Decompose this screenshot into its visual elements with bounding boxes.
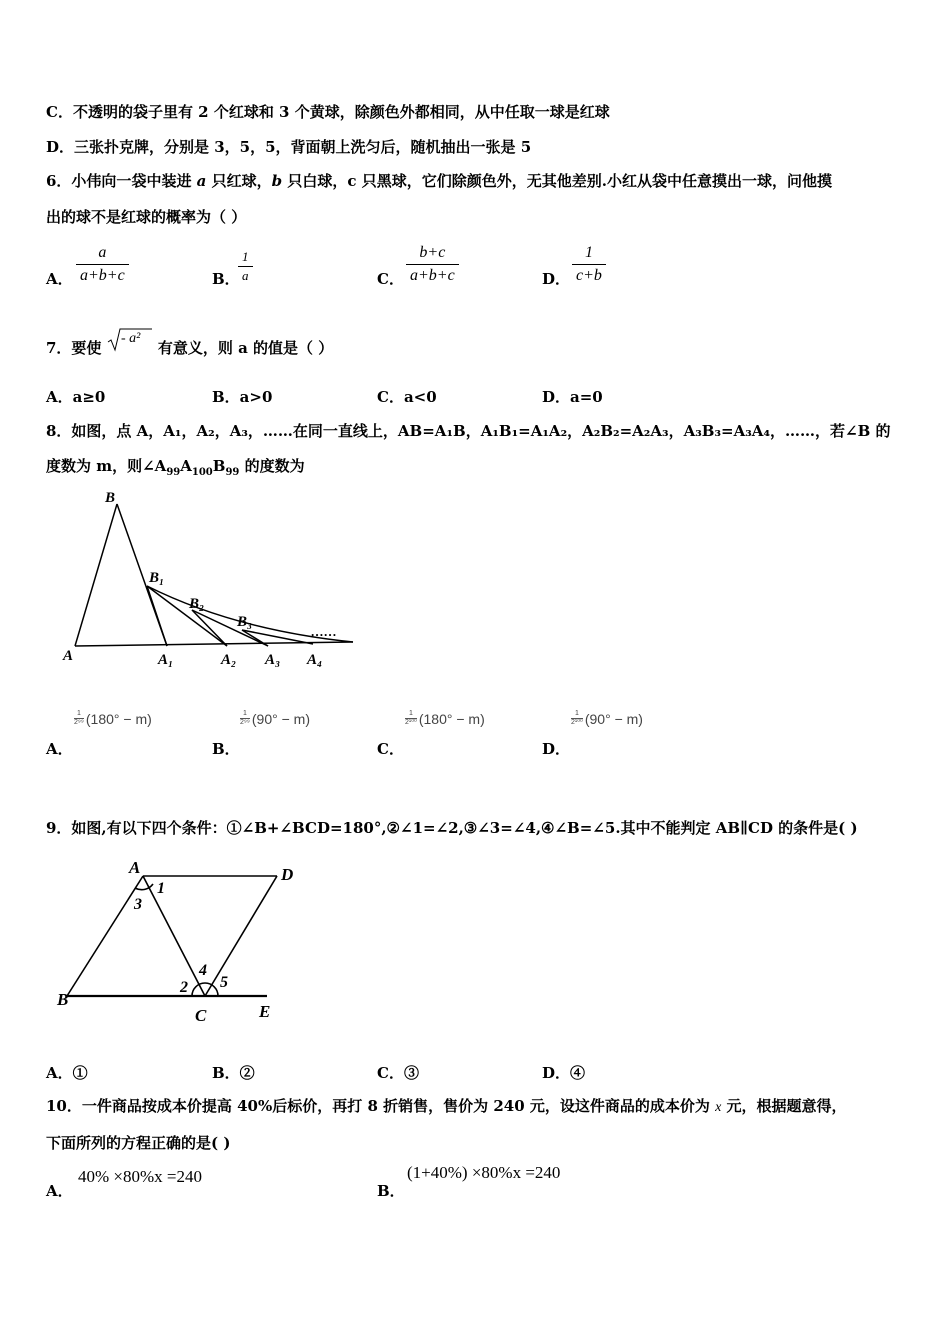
q8-option-b-label: B．	[212, 740, 240, 758]
q6-var-c: c	[347, 172, 357, 190]
q10-text-1: 10．一件商品按成本价提高 40%后标价，再打 8 折销售，售价为 240 元，设这件商品的成本价为	[46, 1097, 716, 1115]
q10-var-x: x	[715, 1100, 722, 1115]
q8-a-numerator: 1	[76, 710, 81, 717]
q8-d-expr: (90° − m)	[584, 710, 643, 727]
q8-a-denominator: 2⁹⁹	[74, 719, 84, 726]
q6-option-a-fraction	[76, 242, 129, 287]
q6-b-numerator: 1	[242, 249, 249, 264]
q6-text-2: 只红球，	[206, 172, 272, 190]
q8-c-numerator: 1	[408, 710, 413, 717]
q10-text-2: 元，根据题意得，	[721, 1097, 847, 1115]
q6-text-3: 只白球，	[282, 172, 348, 190]
q8-text-3: B	[212, 457, 226, 475]
q9-label-angle-5: 5	[220, 974, 228, 991]
q8-option-c-label: C．	[377, 740, 404, 758]
q8-d-denominator: 2¹⁰⁰	[571, 719, 583, 726]
q7-option-d: D．a=0	[542, 388, 603, 406]
q8-sub-1: 99	[166, 467, 181, 478]
q9-option-a: A．①	[46, 1064, 88, 1082]
q9-stem: 9．如图,有以下四个条件：①∠B+∠BCD=180°,②∠1=∠2,③∠3=∠4,④∠B=∠5.其中不能判定 AB∥CD 的条件是( )	[46, 819, 858, 837]
q6-var-a: a	[196, 172, 207, 190]
q5-option-d: D．三张扑克牌，分别是 3，5，5，背面朝上洗匀后，随机抽出一张是 5	[46, 138, 532, 156]
q7-sqrt-expression	[107, 326, 153, 354]
q6-option-b-fraction	[238, 248, 253, 285]
q6-option-d-label: D．	[542, 270, 571, 288]
q6-text-1: 6．小伟向一袋中装进	[46, 172, 197, 190]
q8-d-numerator: 1	[574, 710, 579, 717]
q10-option-a-label: A．	[46, 1182, 73, 1200]
q9-option-b: B．②	[212, 1064, 255, 1082]
q10-stem-line1	[46, 1096, 847, 1118]
q8-sub-2: 100	[191, 467, 213, 478]
q8-b-numerator: 1	[242, 710, 247, 717]
q8-text-1: 度数为 m，则∠A	[46, 457, 167, 475]
q8-option-c-expression	[405, 710, 485, 727]
q6-option-d-fraction	[572, 242, 606, 287]
q7-option-b: B．a>0	[212, 388, 273, 406]
q8-label-b: B	[105, 490, 116, 506]
q6-d-denominator: c+b	[572, 264, 606, 287]
q8-b-expr: (90° − m)	[251, 710, 311, 727]
q8-stem-line2	[46, 456, 305, 483]
q10-option-b-label: B．	[377, 1182, 405, 1200]
q5-option-c: C．不透明的袋子里有 2 个红球和 3 个黄球，除颜色外都相同，从中任取一球是红球	[46, 103, 610, 121]
q9-angle-arc-c	[192, 983, 218, 996]
q8-text-2: A	[180, 457, 192, 475]
q9-label-angle-3: 3	[134, 896, 142, 913]
q7-stem	[46, 338, 333, 358]
q9-label-c: C	[195, 1006, 207, 1025]
q9-segment-ab	[67, 876, 143, 996]
q9-label-a: A	[129, 858, 141, 877]
q8-text-4: 的度数为	[239, 457, 305, 475]
q8-option-a-expression	[74, 710, 152, 727]
q6-c-denominator: a+b+c	[406, 264, 459, 287]
q8-option-a-label: A．	[46, 740, 73, 758]
q6-option-c-fraction	[406, 242, 459, 287]
q6-a-numerator: a	[98, 244, 107, 261]
q9-option-c: C．③	[377, 1064, 419, 1082]
q8-label-a2: A₂	[221, 652, 237, 668]
q6-c-numerator: b+c	[419, 244, 446, 261]
q6-a-denominator: a+b+c	[76, 264, 129, 287]
q6-option-a-label: A．	[46, 270, 73, 288]
q8-label-a: A	[63, 648, 74, 664]
q8-label-a3: A₃	[265, 652, 281, 668]
q10-stem-line2: 下面所列的方程正确的是( )	[46, 1134, 231, 1152]
q8-label-dots: ……	[311, 624, 337, 639]
q8-option-b-expression	[240, 710, 310, 727]
q8-label-b1: B₁	[149, 570, 165, 586]
q10-option-b-equation: (1+40%) ×80%x =240	[407, 1163, 561, 1182]
q8-label-b2: B₂	[189, 596, 205, 612]
q9-label-angle-1: 1	[157, 880, 165, 897]
q8-sub-3: 99	[225, 467, 240, 478]
q8-a-expr: (180° − m)	[85, 710, 152, 727]
q9-label-angle-4: 4	[199, 962, 207, 979]
q8-segment-a1b1	[147, 586, 167, 646]
q8-label-b3: B₃	[237, 614, 253, 630]
q8-c-denominator: 2¹⁰⁰	[405, 719, 417, 726]
q8-label-a1: A₁	[158, 652, 174, 668]
q8-stem-line1: 8．如图，点 A，A₁，A₂，A₃，……在同一直线上，AB=A₁B，A₁B₁=A₁A₂，A₂B₂=A₂A₃，A₃B₃=A₃A₄，……，若∠B 的	[46, 422, 891, 440]
q8-figure	[55, 480, 365, 670]
q8-option-d-label: D．	[542, 740, 571, 758]
q8-segment-ab	[75, 504, 117, 646]
q6-option-b-label: B．	[212, 270, 240, 288]
q9-segment-ac	[143, 876, 205, 996]
q6-option-c-label: C．	[377, 270, 404, 288]
q9-label-b: B	[57, 990, 69, 1009]
q8-option-d-expression	[571, 710, 643, 727]
q8-segment-b1a2	[147, 586, 227, 646]
q7-option-c: C．a<0	[377, 388, 437, 406]
q6-stem-line1	[46, 171, 832, 191]
q6-var-b: b	[271, 172, 283, 190]
q8-b-denominator: 2⁹⁹	[240, 719, 250, 726]
q7-text-1: 7．要使	[46, 339, 107, 357]
q7-option-a: A．a≥0	[46, 388, 106, 406]
q7-sqrt-radicand: - a²	[121, 331, 141, 346]
q8-c-expr: (180° − m)	[418, 710, 485, 727]
q9-label-angle-2: 2	[180, 979, 188, 996]
q10-option-a-equation: 40% ×80%x =240	[78, 1167, 202, 1186]
q9-figure	[55, 855, 305, 1030]
q6-d-numerator: 1	[584, 244, 593, 261]
q8-label-a4: A₄	[307, 652, 323, 668]
q9-label-e: E	[259, 1002, 271, 1021]
q6-b-denominator: a	[238, 266, 253, 285]
q6-stem-line2: 出的球不是红球的概率为（ ）	[46, 208, 247, 226]
q7-text-2: 有意义，则 a 的值是（ ）	[152, 339, 334, 357]
q9-option-d: D．④	[542, 1064, 586, 1082]
q9-segment-dc	[205, 876, 277, 996]
q9-label-d: D	[281, 865, 294, 884]
q6-text-4: 只黑球，它们除颜色外，无其他差别.小红从袋中任意摸出一球，问他摸	[356, 172, 832, 190]
